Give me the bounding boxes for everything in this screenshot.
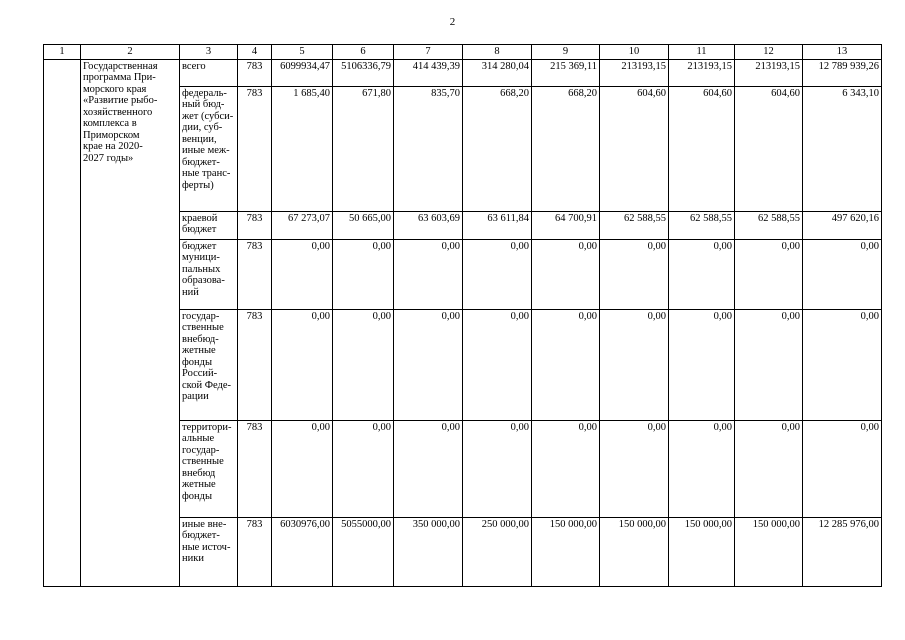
value-cell: 604,60 — [600, 86, 669, 211]
value-cell: 250 000,00 — [463, 517, 532, 586]
program-name-cell: Государственная программа При- морского края «Развитие рыбо- хозяйственного комплекса в Приморском крае на 2020- 2027 годы» — [81, 59, 180, 586]
value-cell: 668,20 — [463, 86, 532, 211]
code-cell: 783 — [238, 239, 272, 309]
page-number: 2 — [449, 16, 456, 28]
code-cell: 783 — [238, 309, 272, 420]
value-cell: 67 273,07 — [272, 211, 333, 239]
value-cell: 604,60 — [669, 86, 735, 211]
header-cell: 2 — [81, 45, 180, 60]
value-cell: 0,00 — [463, 309, 532, 420]
value-cell: 314 280,04 — [463, 59, 532, 86]
header-cell: 1 — [44, 45, 81, 60]
header-cell: 8 — [463, 45, 532, 60]
value-cell: 0,00 — [463, 239, 532, 309]
value-cell: 213193,15 — [600, 59, 669, 86]
header-cell: 3 — [180, 45, 238, 60]
program-funding-table — [43, 44, 882, 587]
value-cell: 0,00 — [669, 420, 735, 517]
value-cell: 213193,15 — [735, 59, 803, 86]
value-cell: 0,00 — [669, 239, 735, 309]
value-cell: 64 700,91 — [532, 211, 600, 239]
code-cell: 783 — [238, 517, 272, 586]
value-cell: 5055000,00 — [333, 517, 394, 586]
value-cell: 835,70 — [394, 86, 463, 211]
funding-source-cell: всего — [180, 59, 238, 86]
value-cell: 0,00 — [735, 309, 803, 420]
value-cell: 0,00 — [394, 309, 463, 420]
funding-source-cell: федераль- ный бюд- жет (субси- дии, суб- венции, иные меж- бюджет- ные транс- ферты) — [180, 86, 238, 211]
header-cell: 9 — [532, 45, 600, 60]
header-cell: 12 — [735, 45, 803, 60]
value-cell: 5106336,79 — [333, 59, 394, 86]
total-cell: 0,00 — [803, 420, 882, 517]
value-cell: 604,60 — [735, 86, 803, 211]
total-cell: 0,00 — [803, 239, 882, 309]
funding-source-cell: бюджет муници- пальных образова- ний — [180, 239, 238, 309]
value-cell: 1 685,40 — [272, 86, 333, 211]
value-cell: 215 369,11 — [532, 59, 600, 86]
total-cell: 6 343,10 — [803, 86, 882, 211]
value-cell: 62 588,55 — [735, 211, 803, 239]
total-cell: 12 285 976,00 — [803, 517, 882, 586]
value-cell: 0,00 — [600, 420, 669, 517]
value-cell: 0,00 — [600, 309, 669, 420]
value-cell: 213193,15 — [669, 59, 735, 86]
funding-source-cell: иные вне- бюджет- ные источ- ники — [180, 517, 238, 586]
value-cell: 0,00 — [333, 420, 394, 517]
value-cell: 0,00 — [735, 420, 803, 517]
value-cell: 0,00 — [532, 420, 600, 517]
code-cell: 783 — [238, 420, 272, 517]
value-cell: 0,00 — [600, 239, 669, 309]
value-cell: 6099934,47 — [272, 59, 333, 86]
header-cell: 11 — [669, 45, 735, 60]
value-cell: 50 665,00 — [333, 211, 394, 239]
header-cell: 4 — [238, 45, 272, 60]
funding-source-cell: государ- ственные внебюд- жетные фонды Россий- ской Феде- рации — [180, 309, 238, 420]
value-cell: 0,00 — [669, 309, 735, 420]
value-cell: 0,00 — [333, 239, 394, 309]
header-row — [44, 45, 882, 60]
value-cell: 0,00 — [272, 309, 333, 420]
value-cell: 62 588,55 — [600, 211, 669, 239]
table-row — [44, 59, 882, 86]
value-cell: 668,20 — [532, 86, 600, 211]
funding-source-cell: территори- альные государ- ственные внебюд жетные фонды — [180, 420, 238, 517]
value-cell: 350 000,00 — [394, 517, 463, 586]
code-cell: 783 — [238, 59, 272, 86]
header-cell: 5 — [272, 45, 333, 60]
header-cell: 7 — [394, 45, 463, 60]
row-number-cell — [44, 59, 81, 586]
value-cell: 150 000,00 — [532, 517, 600, 586]
value-cell: 0,00 — [394, 420, 463, 517]
header-cell: 10 — [600, 45, 669, 60]
value-cell: 0,00 — [735, 239, 803, 309]
value-cell: 6030976,00 — [272, 517, 333, 586]
value-cell: 63 611,84 — [463, 211, 532, 239]
value-cell: 0,00 — [532, 309, 600, 420]
value-cell: 0,00 — [394, 239, 463, 309]
value-cell: 0,00 — [272, 239, 333, 309]
header-cell: 6 — [333, 45, 394, 60]
value-cell: 0,00 — [272, 420, 333, 517]
funding-source-cell: краевой бюджет — [180, 211, 238, 239]
value-cell: 0,00 — [463, 420, 532, 517]
value-cell: 63 603,69 — [394, 211, 463, 239]
total-cell: 0,00 — [803, 309, 882, 420]
total-cell: 497 620,16 — [803, 211, 882, 239]
code-cell: 783 — [238, 211, 272, 239]
total-cell: 12 789 939,26 — [803, 59, 882, 86]
value-cell: 150 000,00 — [735, 517, 803, 586]
value-cell: 0,00 — [333, 309, 394, 420]
value-cell: 671,80 — [333, 86, 394, 211]
value-cell: 62 588,55 — [669, 211, 735, 239]
value-cell: 150 000,00 — [600, 517, 669, 586]
header-cell: 13 — [803, 45, 882, 60]
value-cell: 414 439,39 — [394, 59, 463, 86]
value-cell: 0,00 — [532, 239, 600, 309]
code-cell: 783 — [238, 86, 272, 211]
value-cell: 150 000,00 — [669, 517, 735, 586]
